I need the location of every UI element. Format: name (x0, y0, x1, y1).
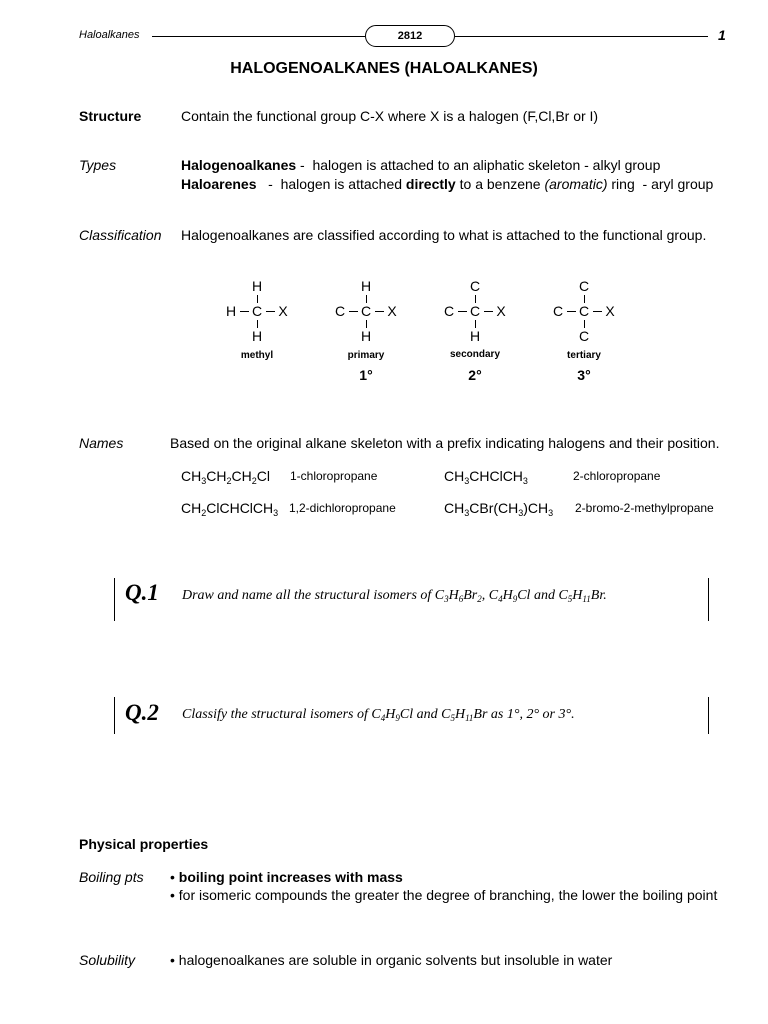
page-number: 1 (718, 27, 726, 43)
types-line-2-italic: (aromatic) (544, 176, 608, 192)
question-1-text (182, 588, 607, 604)
solubility-label: Solubility (79, 952, 136, 968)
question-text-part: , C (481, 588, 499, 603)
formula-part: CH (231, 468, 252, 484)
question-subscript: 9 (512, 594, 518, 604)
formula-subscript: 3 (464, 508, 470, 518)
bond-left (567, 311, 576, 312)
formula-subscript: 2 (251, 476, 257, 486)
header-section: Haloalkanes (79, 29, 140, 41)
formula-subscript: 3 (273, 508, 279, 518)
formula-4-name: 2-bromo-2-methylpropane (575, 501, 714, 515)
molecule-secondary (427, 276, 523, 416)
formula-part: Cl (256, 468, 270, 484)
types-line-2-pre: - halogen is attached (256, 176, 406, 192)
formula-part: CH (181, 468, 202, 484)
formula-1 (181, 468, 270, 486)
formula-3 (181, 500, 278, 518)
names-text: Based on the original alkane skeleton with a prefix indicating halogens and their position. (170, 435, 720, 451)
question-text-part: H (502, 588, 513, 603)
types-term-halogenoalkanes: Halogenoalkanes (181, 157, 297, 173)
question-1-number: Q.1 (125, 580, 159, 605)
atom-left: C (443, 303, 455, 319)
bond-bottom (584, 320, 585, 328)
types-line-2-post: ring - aryl group (607, 176, 714, 192)
classification-label: Classification (79, 227, 162, 243)
molecule-degree: 3° (577, 367, 591, 383)
bond-bottom (475, 320, 476, 328)
molecule-name: methyl (240, 350, 274, 361)
bond-right (266, 311, 275, 312)
solubility-bullet-1 (170, 952, 612, 968)
boiling-label: Boiling pts (79, 869, 144, 885)
atom-center: C (251, 303, 263, 319)
formula-2-name: 2-chloropropane (573, 469, 661, 483)
question-text-part: Br (463, 588, 478, 603)
atom-bottom: C (578, 328, 590, 344)
formula-subscript: 2 (226, 476, 232, 486)
atom-center: C (469, 303, 481, 319)
types-term-haloarenes: Haloarenes (181, 176, 257, 192)
question-1-right-bar (708, 578, 709, 621)
header-rule-left (152, 36, 365, 37)
atom-bottom: H (360, 328, 372, 344)
bond-top (257, 295, 258, 303)
question-2-left-bar (114, 697, 115, 734)
question-text-part: H (454, 707, 466, 722)
bond-left (240, 311, 249, 312)
types-label: Types (79, 157, 117, 173)
question-2-number: Q.2 (125, 700, 159, 725)
atom-left: C (552, 303, 564, 319)
physical-heading: Physical properties (79, 836, 209, 852)
molecule-primary (318, 276, 414, 416)
question-text-part: Br as 1°, 2° or 3°. (473, 707, 575, 722)
atom-left: C (334, 303, 346, 319)
atom-right: X (387, 303, 397, 319)
boiling-bullet-1 (170, 869, 403, 885)
types-line-1-rest: - halogen is attached to an aliphatic skeleton - alkyl group (296, 157, 661, 173)
bond-right (593, 311, 602, 312)
header-rule-right (455, 36, 708, 37)
question-text-part: Cl and C (399, 707, 451, 722)
formula-subscript: 3 (522, 476, 528, 486)
atom-right: X (605, 303, 615, 319)
question-1-left-bar (114, 578, 115, 621)
formula-subscript: 2 (201, 508, 207, 518)
question-subscript: 4 (498, 594, 503, 604)
molecule-degree: 2° (468, 367, 482, 383)
formula-3-name: 1,2-dichloropropane (289, 501, 396, 515)
structure-label: Structure (79, 108, 142, 124)
formula-part: )CH (523, 500, 549, 516)
question-subscript: 9 (395, 713, 400, 723)
question-subscript: 3 (444, 594, 449, 604)
molecule-name: tertiary (567, 350, 601, 361)
bullet-mark: • (170, 952, 175, 968)
question-text-part: Br. (590, 588, 607, 603)
question-text-part: Cl and C (517, 588, 568, 603)
question-text-part: H (448, 588, 459, 603)
atom-bottom: H (469, 328, 481, 344)
bullet-mark: • (170, 887, 175, 903)
question-subscript: 11 (582, 594, 591, 604)
atom-right: X (496, 303, 506, 319)
boiling-text-2: for isomeric compounds the greater the degree of branching, the lower the boiling point (178, 887, 718, 903)
formula-part: CBr(CH (469, 500, 519, 516)
formula-part: CH (181, 500, 202, 516)
formula-subscript: 3 (518, 508, 524, 518)
formula-4 (444, 500, 553, 518)
atom-top: H (360, 278, 372, 294)
boiling-bullet-2 (170, 887, 717, 903)
question-2-right-bar (708, 697, 709, 734)
question-text-part: Draw and name all the structural isomers of C (182, 588, 445, 603)
atom-top: C (578, 278, 590, 294)
header-code-badge: 2812 (365, 25, 455, 47)
names-label: Names (79, 435, 124, 451)
bond-bottom (257, 320, 258, 328)
formula-2 (444, 468, 528, 486)
atom-top: H (251, 278, 263, 294)
question-text-part: H (572, 588, 583, 603)
atom-right: X (278, 303, 288, 319)
molecule-tertiary (536, 276, 632, 416)
bond-right (375, 311, 384, 312)
types-line-2-bold: directly (405, 176, 456, 192)
formula-part: CHClCH (469, 468, 523, 484)
atom-center: C (360, 303, 372, 319)
atom-top: C (469, 278, 481, 294)
question-subscript: 11 (465, 713, 474, 723)
bond-top (584, 295, 585, 303)
molecule-name: secondary (449, 349, 501, 360)
question-2-text (182, 707, 575, 723)
molecule-name: primary (347, 350, 385, 361)
bond-top (366, 295, 367, 303)
types-line-1 (181, 157, 660, 173)
question-text-part: H (385, 707, 396, 722)
question-subscript: 2 (477, 594, 482, 604)
formula-1-name: 1-chloropropane (290, 469, 378, 483)
formula-part: CH (206, 468, 227, 484)
formula-part: ClCHClCH (206, 500, 274, 516)
boiling-text-1: boiling point increases with mass (178, 869, 403, 885)
atom-bottom: H (251, 328, 263, 344)
formula-subscript: 3 (201, 476, 207, 486)
bond-right (484, 311, 493, 312)
bond-bottom (366, 320, 367, 328)
formula-part: CH (444, 468, 465, 484)
atom-left: H (225, 303, 237, 319)
bullet-mark: • (170, 869, 175, 885)
solubility-text-1: halogenoalkanes are soluble in organic solvents but insoluble in water (178, 952, 613, 968)
question-subscript: 4 (380, 713, 386, 723)
question-subscript: 5 (567, 594, 573, 604)
question-subscript: 5 (450, 713, 455, 723)
structure-text: Contain the functional group C-X where X is a halogen (F,Cl,Br or I) (181, 108, 599, 124)
page-title: HALOGENOALKANES (HALOALKANES) (230, 60, 538, 77)
formula-subscript: 3 (464, 476, 470, 486)
question-text-part: Classify the structural isomers of C (182, 707, 381, 722)
atom-center: C (578, 303, 590, 319)
question-subscript: 6 (458, 594, 464, 604)
molecule-degree: 1° (359, 367, 373, 383)
formula-part: CH (444, 500, 465, 516)
molecule-methyl (209, 276, 305, 416)
classification-text: Halogenoalkanes are classified according to what is attached to the functional group. (181, 227, 707, 243)
bond-top (475, 295, 476, 303)
formula-subscript: 3 (548, 508, 554, 518)
bond-left (349, 311, 358, 312)
bond-left (458, 311, 467, 312)
types-line-2-mid: to a benzene (455, 176, 545, 192)
types-line-2 (181, 176, 713, 192)
